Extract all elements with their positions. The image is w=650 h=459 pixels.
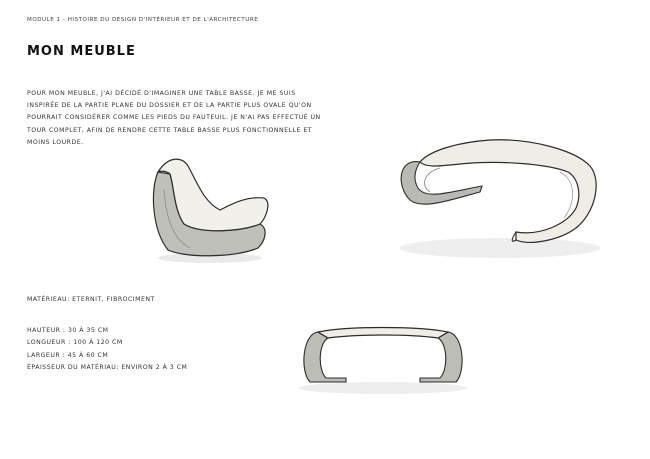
intro-line: INSPIRÉE DE LA PARTIE PLANE DU DOSSIER ET DE LA PARTIE PLUS OVALE QU'ON — [27, 102, 312, 110]
dimension-width: LARGEUR : 45 À 60 CM — [27, 351, 109, 359]
page-title: MON MEUBLE — [27, 44, 136, 59]
dimension-thickness: ÉPAISSEUR DU MATÉRIAU: ENVIRON 2 À 3 CM — [27, 363, 188, 371]
material-spec: MATÉRIEAU: ETERNIT, FIBROCIMENT — [27, 296, 155, 303]
intro-line: POURRAIT CONSIDÉRER COMME LES PIEDS DU FAUTEUIL. JE N'AI PAS EFFECTUÉ UN — [27, 114, 321, 122]
intro-paragraph — [27, 88, 321, 149]
coffee-table-perspective-sketch — [380, 128, 605, 263]
intro-line: MOINS LOURDE. — [27, 138, 84, 146]
intro-line: POUR MON MEUBLE, J'AI DÉCIDÉ D'IMAGINER UNE TABLE BASSE. JE ME SUIS — [27, 90, 296, 97]
armchair-sketch — [140, 150, 280, 270]
coffee-table-front-sketch — [288, 320, 478, 400]
module-header: MODULE 1 - HISTOIRE DU DESIGN D'INTÉRIEUR ET DE L'ARCHITECTURE — [27, 17, 259, 23]
dimension-length: LONGUEUR : 100 À 120 CM — [27, 339, 123, 347]
dimension-height: HAUTEUR : 30 À 35 CM — [27, 327, 109, 334]
intro-line: TOUR COMPLET, AFIN DE RENDRE CETTE TABLE BASSE PLUS FONCTIONNELLE ET — [27, 126, 313, 134]
dimensions-list — [27, 325, 187, 374]
